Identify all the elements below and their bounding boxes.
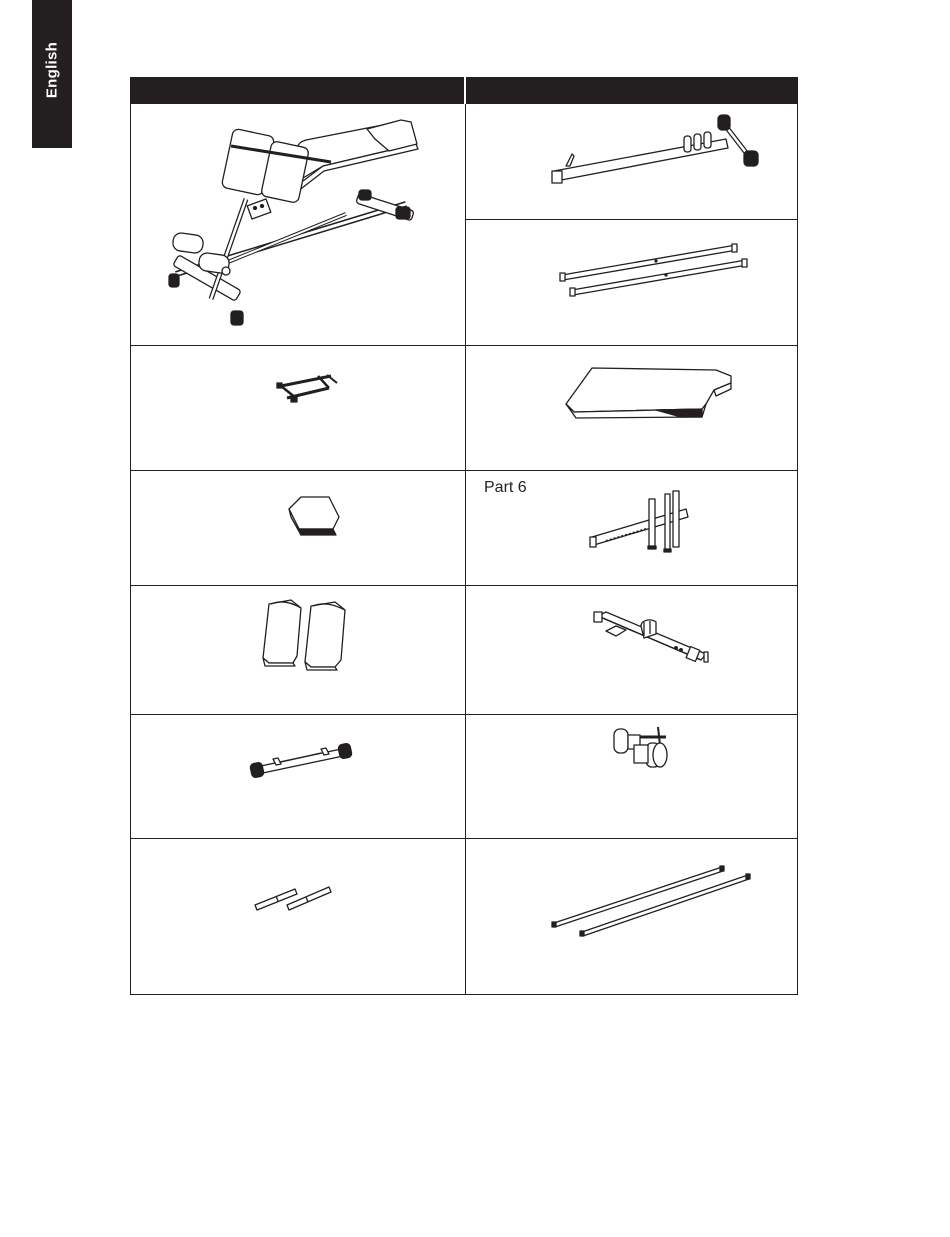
part-cell-short-axles — [131, 839, 465, 994]
part-cell-assembled-bench — [131, 104, 465, 345]
part-cell-front-base — [131, 715, 465, 838]
leg-pads-icon — [131, 586, 465, 714]
seat-support-frame-icon — [466, 586, 798, 714]
language-tab — [32, 0, 72, 148]
part-6-label: Part 6 — [484, 479, 527, 496]
connecting-rails-icon — [466, 220, 798, 345]
foam-roller-bar-icon — [466, 715, 798, 838]
short-axles-icon — [131, 839, 465, 994]
part-cell-seat-frame — [466, 586, 798, 714]
part-cell-small-bracket — [131, 346, 465, 470]
rear-frame-tube-icon — [466, 104, 798, 219]
backrest-pad-icon — [466, 346, 798, 470]
part-cell-long-rods — [466, 839, 798, 994]
part-cell-foam-roller — [466, 715, 798, 838]
parts-table — [130, 77, 798, 995]
long-rods-icon — [466, 839, 798, 994]
part-cell-part-6 — [466, 471, 798, 585]
assembled-bench-icon — [131, 104, 465, 345]
seat-cushion-icon — [131, 471, 465, 585]
table-header — [130, 77, 798, 104]
part-cell-backrest-pad — [466, 346, 798, 470]
adjustment-upright-icon — [466, 471, 798, 585]
part-cell-leg-pads — [131, 586, 465, 714]
small-bracket-icon — [131, 346, 465, 470]
part-cell-seat-cushion — [131, 471, 465, 585]
part-cell-rear-frame — [466, 104, 798, 219]
language-label: English — [43, 41, 61, 99]
front-base-tube-icon — [131, 715, 465, 838]
part-cell-connecting-rails — [466, 220, 798, 345]
